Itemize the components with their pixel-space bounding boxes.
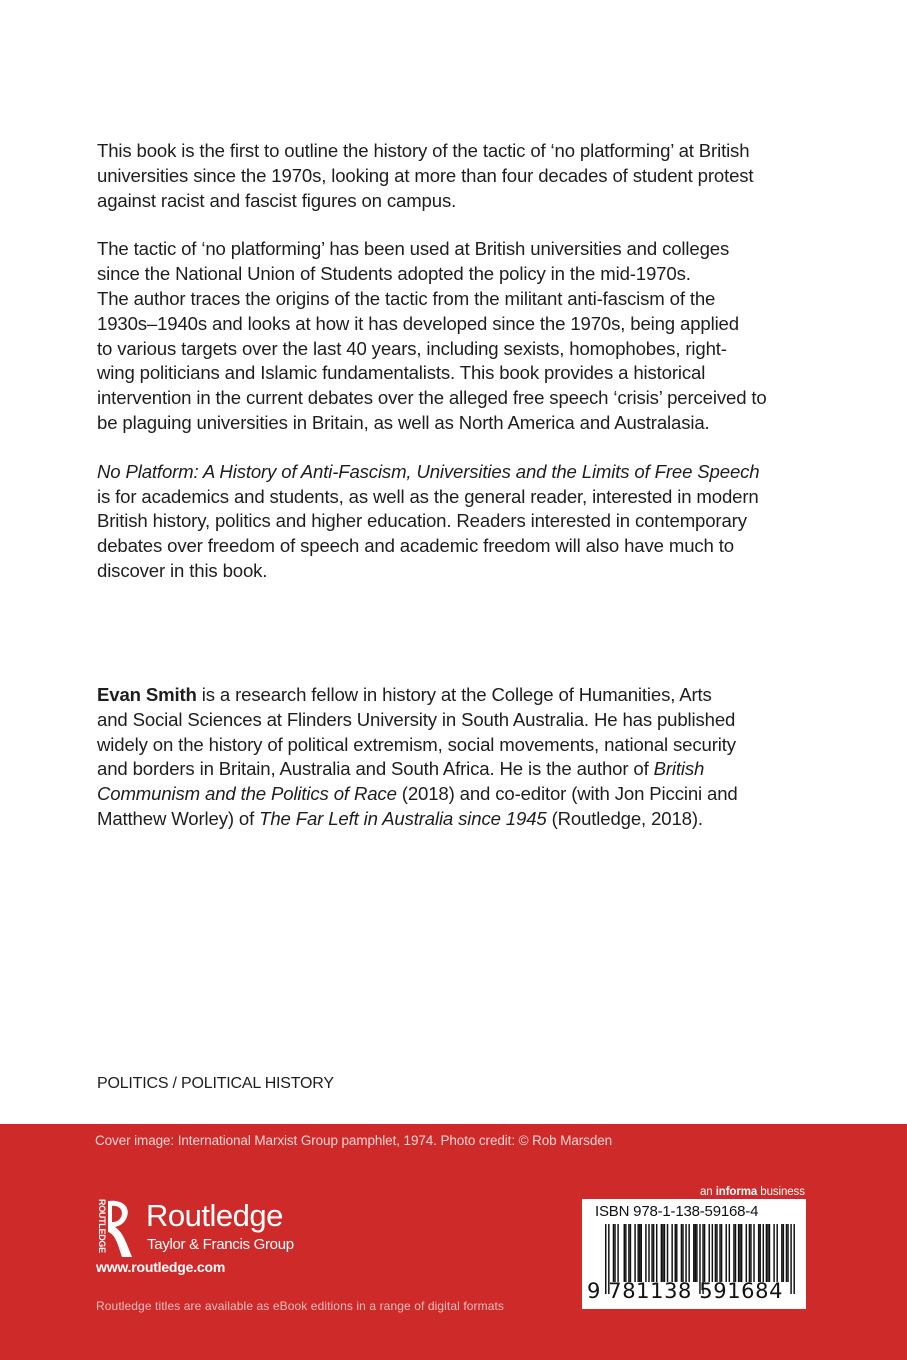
barcode-bar: [637, 1224, 638, 1282]
barcode-bar: [682, 1224, 683, 1282]
barcode-bar: [716, 1224, 717, 1282]
author-name: Evan Smith: [97, 684, 197, 705]
ebook-availability-note: Routledge titles are available as eBook editions in a range of digital formats: [96, 1299, 505, 1313]
publisher-group: Taylor & Francis Group: [147, 1236, 294, 1253]
publisher-url: www.routledge.com: [96, 1259, 226, 1275]
publisher-name: Routledge: [146, 1198, 283, 1233]
barcode-bar: [763, 1224, 764, 1282]
barcode-bar: [639, 1224, 640, 1282]
barcode-bar: [753, 1224, 754, 1282]
author-bio: Evan Smith is a research fellow in history at the College of Humanities, Arts and Social Sciences at Flinders University in South Australia. He has published widely on the history of political extremism, social movements, national security and borders in Britain, Australia and South Africa. He is the author of British Communism and the Politics of Race (2018) and co-editor (with Jon Piccini and Matthew Worley) of The Far Left in Australia since 1945 (Routledge, 2018).: [97, 684, 738, 829]
barcode-bar: [648, 1224, 649, 1282]
logo-vertical-text: ROUTLEDGE: [97, 1199, 107, 1253]
barcode-bar: [625, 1224, 626, 1282]
barcode-bar: [709, 1224, 710, 1282]
cover-image-credit: Cover image: International Marxist Group pamphlet, 1974. Photo credit: © Rob Marsden: [95, 1133, 613, 1148]
barcode-bar: [759, 1224, 760, 1282]
barcode-bar: [613, 1224, 614, 1282]
description-paragraph-3: No Platform: A History of Anti-Fascism, Universities and the Limits of Free Speech is for academics and students, as well as the general reader, interested in modern British history, politics and higher education. Readers interested in contemporary debates over freedom of speech and academic freedom will also have much to discover in this book.: [97, 460, 817, 584]
routledge-logo-icon: [88, 1197, 136, 1261]
barcode-bar: [656, 1224, 657, 1282]
barcode-bar: [746, 1224, 747, 1282]
barcode-bar: [675, 1224, 676, 1282]
barcode-bar: [725, 1224, 726, 1282]
barcode-bar: [628, 1224, 629, 1282]
barcode-bar: [671, 1224, 672, 1282]
barcode-bar: [719, 1224, 720, 1282]
barcode-bar: [661, 1224, 662, 1282]
barcode-bar: [641, 1224, 642, 1282]
barcode-bar: [733, 1224, 734, 1282]
barcode-bar: [793, 1224, 794, 1294]
barcode-bar: [653, 1224, 654, 1282]
barcode-bar: [645, 1224, 646, 1282]
barcode-bar: [781, 1224, 782, 1282]
barcode-bar: [685, 1224, 686, 1282]
informa-business-tag: an informa business: [700, 1186, 805, 1198]
barcode-bar: [715, 1224, 716, 1282]
barcode-bar: [696, 1224, 697, 1282]
barcode-bar: [729, 1224, 730, 1282]
barcode-bar: [651, 1224, 652, 1282]
barcode-bar: [735, 1224, 736, 1282]
barcode-bar: [624, 1224, 625, 1282]
barcode-bar: [758, 1224, 759, 1282]
subject-category: POLITICS / POLITICAL HISTORY: [97, 1075, 334, 1092]
barcode-bar: [739, 1224, 740, 1282]
barcode-digits: 9 781138 591684: [587, 1279, 784, 1303]
barcode-bar: [738, 1224, 739, 1282]
barcode-bar: [766, 1224, 767, 1282]
barcode-bar: [695, 1224, 696, 1282]
barcode-bar: [667, 1224, 668, 1282]
publisher-footer-band: [0, 1124, 907, 1360]
barcode-bar: [630, 1224, 631, 1282]
barcode-bar: [783, 1224, 784, 1282]
book-description: [97, 139, 817, 584]
barcode-bar: [688, 1224, 689, 1282]
barcode-bar: [790, 1224, 791, 1294]
barcode-bar: [617, 1224, 618, 1282]
barcode-bar: [676, 1224, 677, 1282]
barcode-bar: [776, 1224, 777, 1282]
isbn-label: ISBN 978-1-138-59168-4: [595, 1203, 759, 1220]
barcode-bar: [767, 1224, 768, 1282]
barcode-bar: [693, 1224, 694, 1282]
barcode-bar: [662, 1224, 663, 1282]
barcode-bar: [749, 1224, 750, 1282]
barcode-bar: [664, 1224, 665, 1282]
barcode-bar: [750, 1224, 751, 1282]
barcode-bar: [634, 1224, 635, 1282]
barcode-bar: [614, 1224, 615, 1282]
barcode-bar: [712, 1224, 713, 1282]
description-paragraph-2: The tactic of ‘no platforming’ has been used at British universities and colleges since the National Union of Students adopted the policy in the mid-1970s. The author traces the origins of the tactic from the militant anti-fascism of the 1930s–1940s and looks at how it has developed since the 1970s, being applied to various targets over the last 40 years, including sexists, homophobes, right- wing politicians and Islamic fundamentalists. This book provides a historical intervention in the current debates over the alleged free speech ‘crisis’ perceived to be plaguing universities in Britain, as well as North America and Australasia.: [97, 238, 767, 433]
barcode-bar: [787, 1224, 788, 1282]
barcode-bar: [681, 1224, 682, 1282]
barcode-bar: [704, 1224, 705, 1282]
barcode-bar: [773, 1224, 774, 1282]
barcode-bar: [769, 1224, 770, 1282]
barcode-bar: [721, 1224, 722, 1282]
barcode-bar: [786, 1224, 787, 1282]
description-paragraph-1: This book is the first to outline the history of the tactic of ‘no platforming’ at British universities since the 1970s, looking at more than four decades of student protest against racist and fascist figures on campus.: [97, 140, 754, 211]
book-title-italic: No Platform: A History of Anti-Fascism, Universities and the Limits of Free Speech: [97, 460, 760, 482]
isbn-barcode-box: [582, 1199, 806, 1309]
barcode-bar: [741, 1224, 742, 1282]
